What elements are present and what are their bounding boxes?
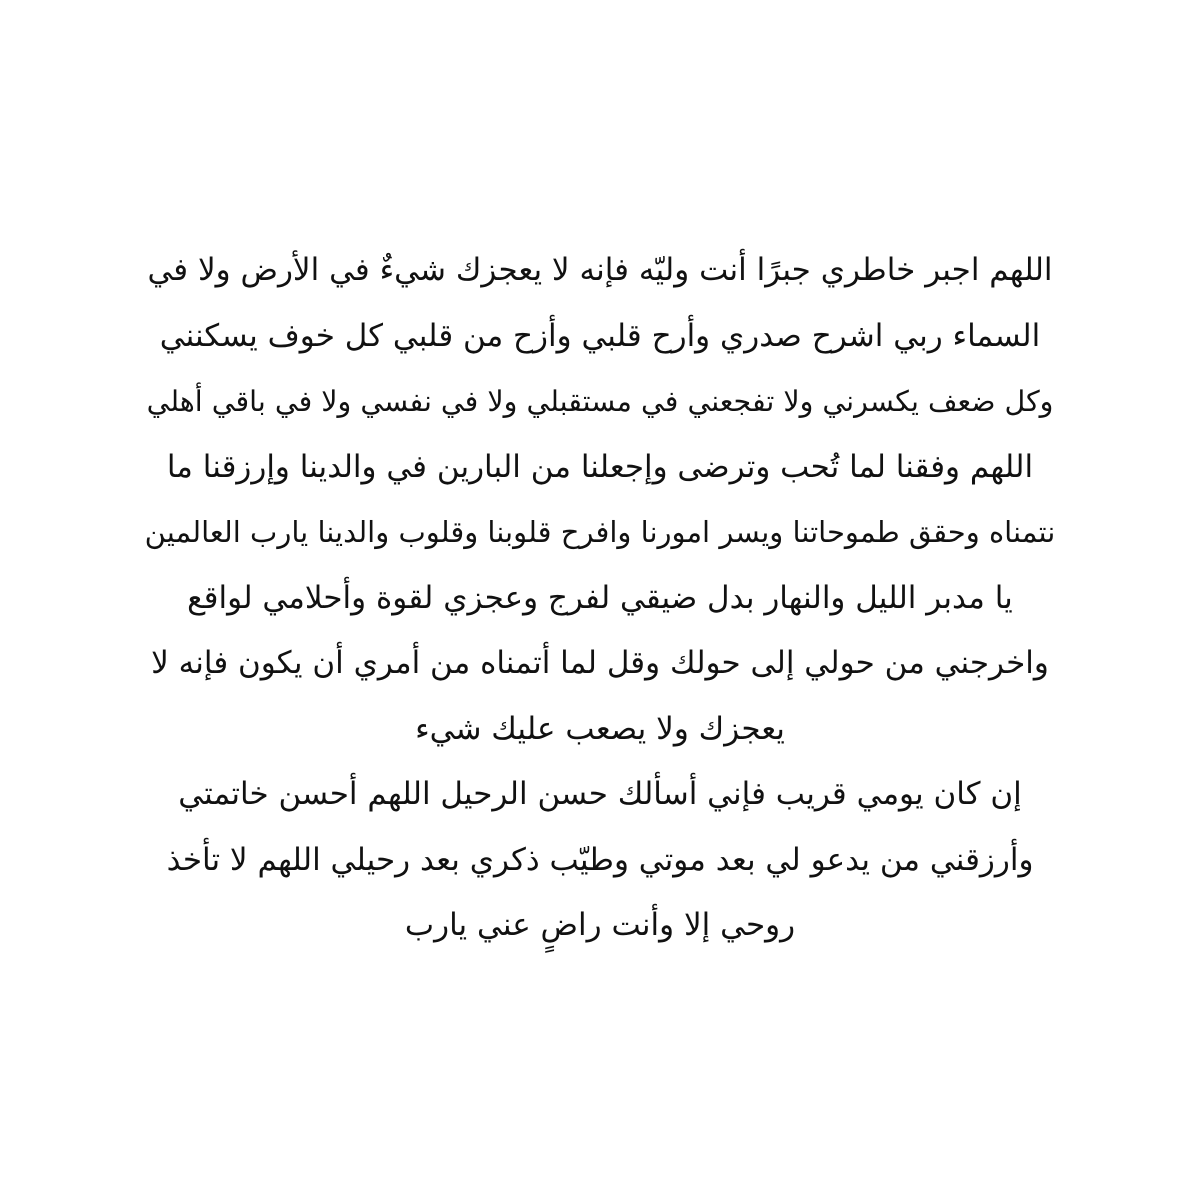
text-line-10: وأرزقني من يدعو لي بعد موتي وطيّب ذكري بعد رحيلي اللهم لا تأخذ — [166, 841, 1034, 878]
prayer-text — [140, 238, 1060, 959]
text-line-4: اللهم وفقنا لما تُحب وترضى وإجعلنا من البارين في والدينا وإرزقنا ما — [166, 448, 1034, 485]
text-line-8: يعجزك ولا يصعب عليك شيء — [415, 710, 785, 747]
text-line-5: نتمناه وحقق طموحاتنا ويسر امورنا وافرح قلوبنا وقلوب والدينا يارب العالمين — [144, 515, 1056, 549]
text-line-11: روحي إلا وأنت راضٍ عني يارب — [404, 907, 796, 943]
text-line-1: اللهم اجبر خاطري جبرًا أنت وليّه فإنه لا يعجزك شيءٌ في الأرض ولا في — [147, 252, 1053, 288]
text-line-2: السماء ربي اشرح صدري وأرح قلبي وأزح من قلبي كل خوف يسكنني — [159, 317, 1041, 354]
text-line-3: وكل ضعف يكسرني ولا تفجعني في مستقبلي ولا في نفسي ولا في باقي أهلي — [146, 385, 1054, 418]
text-line-7: واخرجني من حولي إلى حولك وقل لما أتمناه من أمري أن يكون فإنه لا — [151, 645, 1049, 681]
text-line-6: يا مدبر الليل والنهار بدل ضيقي لفرج وعجزي لقوة وأحلامي لواقع — [187, 579, 1013, 616]
text-line-9: إن كان يومي قريب فإني أسألك حسن الرحيل اللهم أحسن خاتمتي — [178, 776, 1022, 812]
